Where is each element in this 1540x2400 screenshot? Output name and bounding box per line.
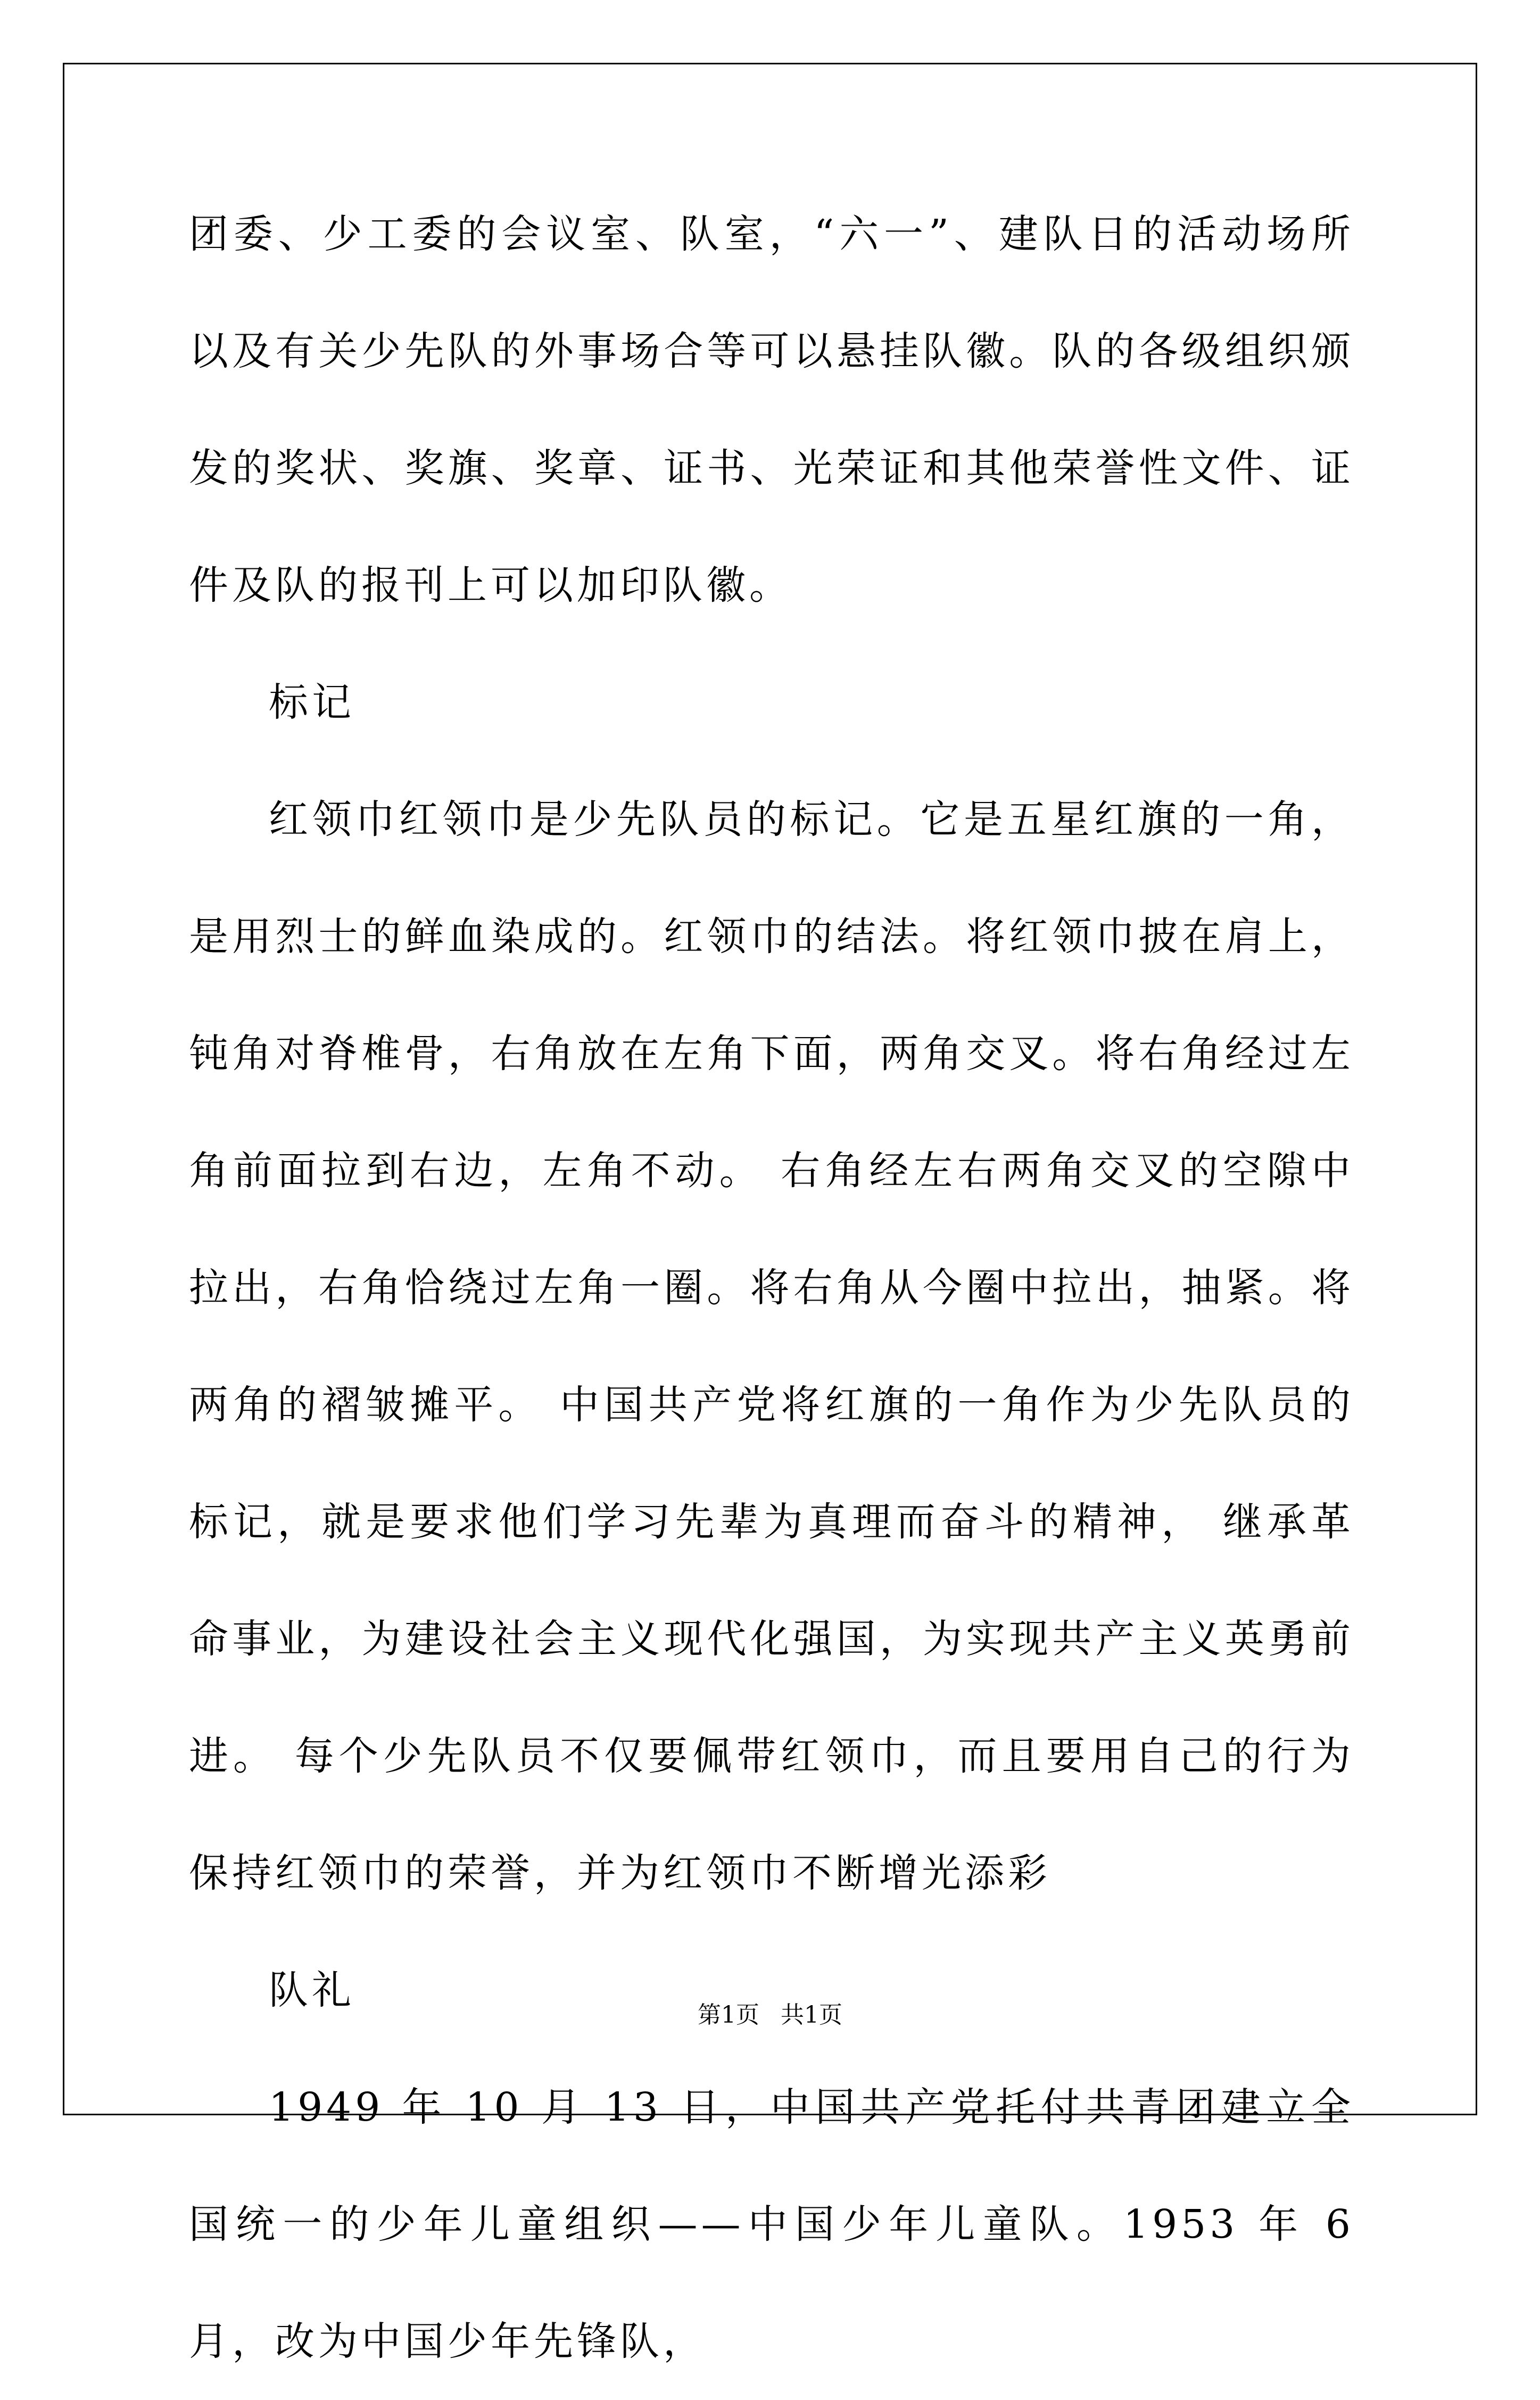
paragraph-1: 团委、少工委的会议室、队室，“六一”、建队日的活动场所以及有关少先队的外事场合等可以悬挂队徽。队的各级组织颁发的奖状、奖旗、奖章、证书、光荣证和其他荣誉性文件、证件及队的报刊上可以加印队徽。 xyxy=(189,211,1354,608)
page-footer xyxy=(0,1996,1540,2030)
heading-biaoji: 标记 xyxy=(269,680,355,725)
paragraph-history: 1949 年 10 月 13 日，中国共产党托付共青团建立全国统一的少年儿童组织——中国少年儿童队。1953 年 6 月，改为中国少年先锋队， xyxy=(189,2084,1354,2364)
paragraph-red-scarf: 红领巾红领巾是少先队员的标记。它是五星红旗的一角，是用烈士的鲜血染成的。红领巾的结法。将红领巾披在肩上，钝角对脊椎骨，右角放在左角下面，两角交叉。将右角经过左角前面拉到右边，左角不动。 右角经左右两角交叉的空隙中拉出，右角恰绕过左角一圈。将右角从今圈中拉出，抽紧。将两角的褶皱摊平。 中国共产党将红旗的一角作为少先队员的标记，就是要求他们学习先辈为真理而奋斗的精神， 继承革命事业，为建设社会主义现代化强国，为实现共产主义英勇前进。 每个少先队员不仅要佩带红领巾，而且要用自己的行为保持红领巾的荣誉，并为红领巾不断增光添彩 xyxy=(189,797,1354,1896)
page-number: 第1页 xyxy=(698,2001,759,2029)
document-body xyxy=(189,176,1354,2400)
heading-duili: 队礼 xyxy=(269,1967,355,2013)
page-total: 共1页 xyxy=(781,2001,842,2029)
